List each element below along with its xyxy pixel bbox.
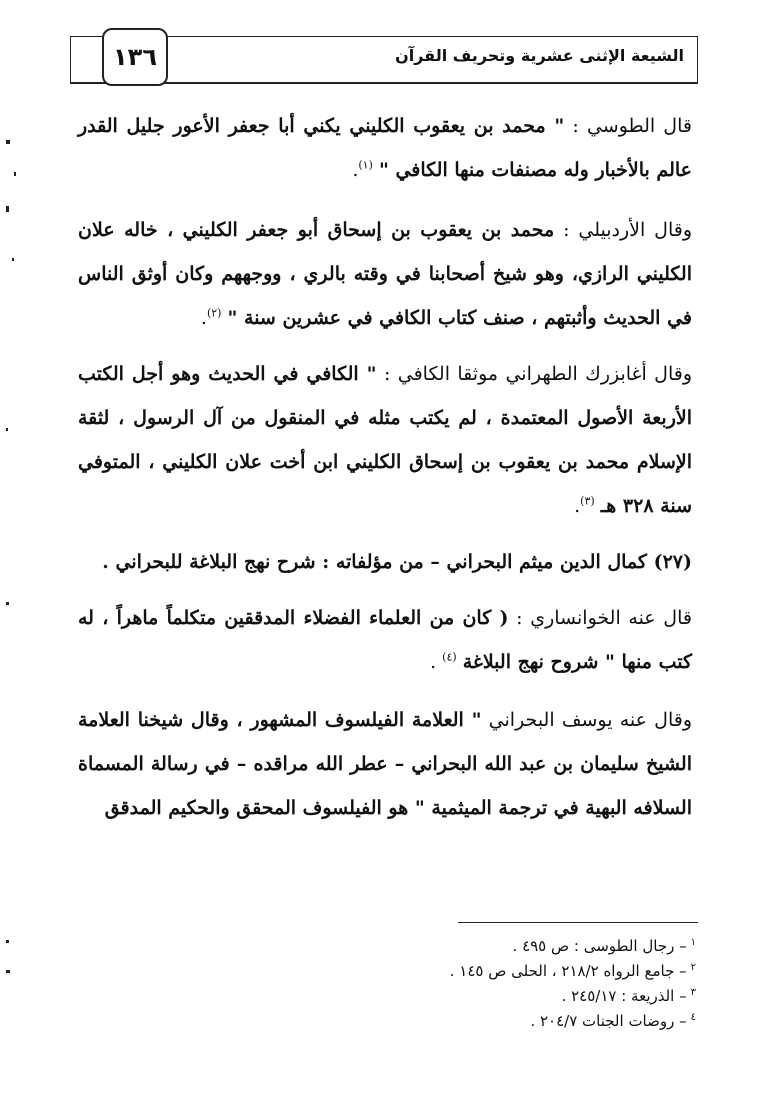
footnotes	[450, 932, 696, 1032]
paragraph-ardabili	[78, 208, 692, 340]
footnote-number: ٣	[690, 987, 696, 998]
footnote-separator	[458, 922, 698, 923]
footnote-item	[450, 1007, 696, 1032]
paragraph-khwansari	[78, 596, 692, 684]
footnote-ref: (٣)	[580, 494, 595, 508]
paragraph-intro: وقال أغابزرك الطهراني موثقا الكافي :	[383, 363, 693, 385]
footnote-number: ٢	[690, 962, 696, 973]
paragraph-tehrani	[78, 352, 692, 528]
scan-mark	[6, 140, 10, 144]
scan-mark	[6, 970, 10, 973]
footnote-number: ١	[690, 937, 696, 948]
paragraph-end: .	[574, 495, 581, 517]
scan-mark	[6, 940, 9, 943]
section-heading: (٢٧) كمال الدين ميثم البحراني – من مؤلفاته : شرح نهج البلاغة للبحراني .	[102, 551, 692, 573]
paragraph-quote: " الكافي في الحديث وهو أجل الكتب الأربعة الأصول المعتمدة ، لم يكتب مثله في المنقول من آل الرسول ، لثقة الإسلام محمد بن يعقوب بن إسحاق الكليني ابن أخت علان الكليني ، المتوفي سنة ٣٢٨ هـ	[78, 363, 692, 517]
scan-mark	[14, 172, 16, 176]
footnote-ref: (٢)	[206, 306, 222, 320]
footnote-text: – الذريعة : ٢٤٥/١٧ .	[561, 987, 687, 1005]
running-title: الشيعة الإثنى عشرية وتحريف القرآن	[395, 46, 684, 65]
paragraph-tusi	[78, 104, 692, 192]
footnote-ref: (٤)	[442, 650, 457, 664]
scan-mark	[6, 602, 9, 605]
paragraph-bahrani	[78, 698, 692, 830]
paragraph-intro: وقال عنه يوسف البحراني	[488, 709, 692, 731]
footnote-text: – روضات الجنات ٢٠٤/٧ .	[530, 1012, 687, 1030]
paragraph-quote: " العلامة الفيلسوف المشهور ، وقال شيخنا العلامة الشيخ سليمان بن عبد الله البحراني – عطر الله مراقده – في رسالة المسماة السلافه البهية في ترجمة الميثمية " هو الفيلسوف المحقق والحكيم المدقق	[78, 709, 692, 819]
paragraph-end: .	[200, 307, 207, 329]
paragraph-quote: " محمد بن يعقوب الكليني يكني أبا جعفر الأعور جليل القدر عالم بالأخبار وله مصنفات منها الكافي "	[78, 115, 692, 181]
scan-mark	[6, 428, 8, 431]
paragraph-end: .	[352, 159, 359, 181]
footnote-number: ٤	[690, 1012, 696, 1023]
page-number: ١٣٦	[102, 28, 168, 86]
paragraph-end: .	[430, 651, 437, 673]
paragraph-quote: محمد بن يعقوب بن إسحاق أبو جعفر الكليني ، خاله علان الكليني الرازي، وهو شيخ أصحابنا في وقته بالري ، ووجههم وكان أوثق الناس في الحديث وأثبتهم ، صنف كتاب الكافي في عشرين سنة "	[78, 219, 692, 329]
footnote-text: – جامع الرواه ٢١٨/٢ ، الحلى ص ١٤٥ .	[449, 962, 687, 980]
footnote-text: – رجال الطوسى : ص ٤٩٥ .	[512, 937, 687, 955]
paragraph-intro: قال عنه الخوانساري :	[516, 607, 692, 629]
scan-mark	[12, 258, 14, 261]
footnote-item	[450, 982, 696, 1007]
footnote-ref: (١)	[358, 158, 373, 172]
footnote-item	[450, 957, 696, 982]
footnote-item	[450, 932, 696, 957]
paragraph-quote: ( كان من العلماء الفضلاء المدققين متكلماً ماهراً ، له كتب منها " شروح نهج البلاغة	[78, 607, 692, 673]
paragraph-intro: قال الطوسي :	[572, 115, 692, 137]
scan-mark	[6, 206, 9, 212]
paragraph-intro: وقال الأردبيلي :	[563, 219, 693, 241]
